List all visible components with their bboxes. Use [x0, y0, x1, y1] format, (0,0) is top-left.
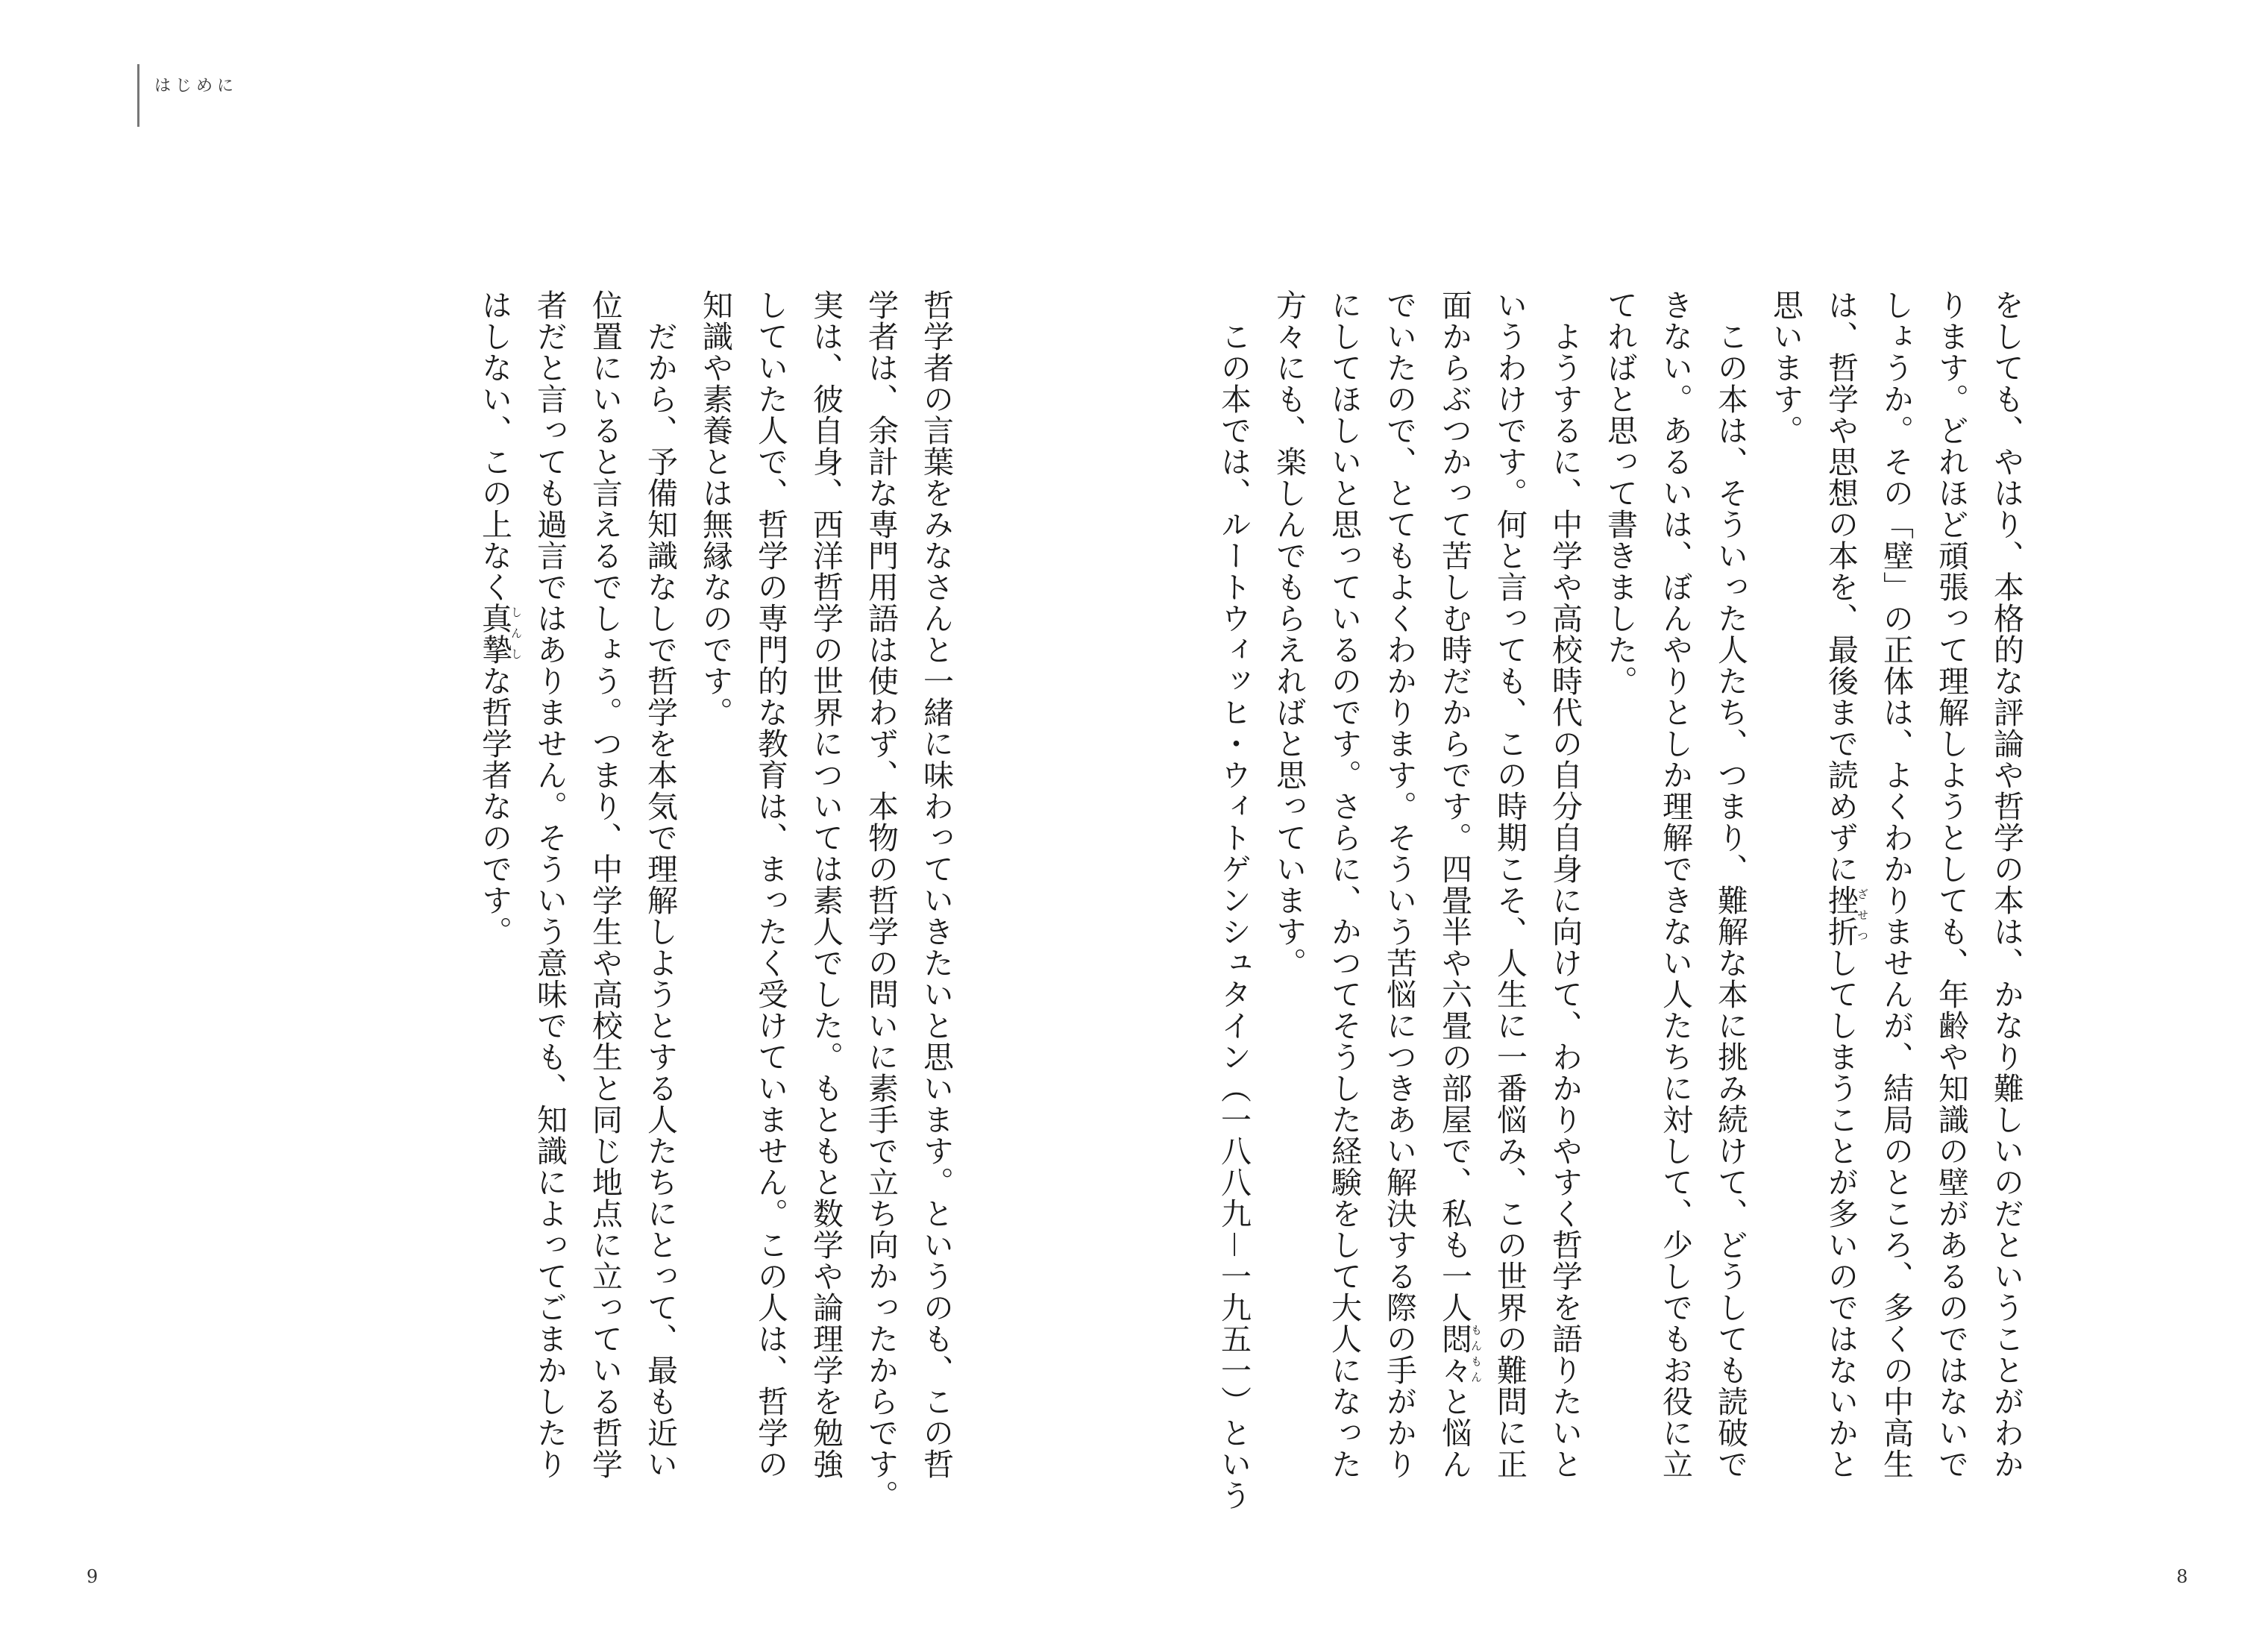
text-column: だから、予備知識なしで哲学を本気で理解しようとする人たちにとって、最も近い	[642, 289, 678, 1480]
text-column: この本は、そういった人たち、つまり、難解な本に挑み続けて、どうしても読破で	[1712, 289, 1748, 1480]
text-column: ようするに、中学や高校時代の自分自身に向けて、わかりやすく哲学を語りたいと	[1547, 289, 1583, 1480]
text-column-with-ruby	[1427, 289, 1482, 1490]
text-column: いうわけです。何と言っても、この時期こそ、人生に一番悩み、この世界の難問に正	[1492, 289, 1528, 1480]
ruby-word	[477, 603, 523, 665]
text-segment: は、哲学や思想の本を、最後まで読めずに	[1823, 289, 1859, 885]
ruby-word	[1823, 885, 1869, 947]
text-segment: してしまうことが多いのではないかと	[1823, 947, 1859, 1480]
ruby-reading: ざせつ	[1856, 885, 1869, 947]
right-page-body	[1206, 289, 2034, 1511]
page-number-right: 8	[2176, 1566, 2188, 1587]
text-column: でいたので、とてもよくわかります。そういう苦悩につきあい解決する際の手がかり	[1381, 289, 1417, 1480]
text-segment: 面からぶつかって苦しむ時だからです。四畳半や六畳の部屋で、私も一人	[1437, 289, 1472, 1323]
text-column: 思います。	[1768, 289, 1803, 446]
chapter-header: はじめに	[154, 77, 239, 95]
text-column: 哲学者の言葉をみなさんと一緒に味わっていきたいと思います。というのも、この哲	[918, 289, 954, 1480]
text-column: 知識や素養とは無縁なのです。	[697, 289, 733, 728]
text-column: にしてほしいと思っているのです。さらに、かつてそうした経験をして大人になった	[1326, 289, 1362, 1480]
ruby-base: 挫折	[1823, 885, 1859, 947]
text-column: 学者は、余計な専門用語は使わず、本物の哲学の問いに素手で立ち向かったからです。	[863, 289, 899, 1511]
ruby-base: 悶々	[1437, 1323, 1472, 1386]
text-segment: はしない、この上なく	[477, 289, 512, 603]
ruby-reading: しんし	[509, 603, 523, 665]
ruby-base: 真摯	[477, 603, 512, 665]
text-column: 者だと言っても過言ではありません。そういう意味でも、知識によってごまかしたり	[532, 289, 568, 1480]
text-column: をしても、やはり、本格的な評論や哲学の本は、かなり難しいのだということがわか	[1988, 289, 2024, 1480]
text-column: しょうか。その「壁」の正体は、よくわかりませんが、結局のところ、多くの中高生	[1878, 289, 1914, 1480]
text-column-with-ruby	[1813, 289, 1868, 1490]
text-column: きない。あるいは、ぼんやりとしか理解できない人たちに対して、少しでもお役に立	[1657, 289, 1693, 1480]
text-column: 位置にいると言えるでしょう。つまり、中学生や高校生と同じ地点に立っている哲学	[587, 289, 623, 1480]
left-page-body	[467, 289, 964, 1511]
text-column: 方々にも、楽しんでもらえればと思っています。	[1271, 289, 1307, 979]
page-number-left: 9	[87, 1566, 98, 1587]
text-column-with-ruby	[467, 289, 522, 1490]
text-segment: と悩ん	[1437, 1386, 1472, 1480]
text-column: この本では、ルートウィッヒ・ウィトゲンシュタイン（一八八九－一九五一）という	[1216, 289, 1252, 1511]
text-column: てればと思って書きました。	[1602, 289, 1638, 697]
header-rule	[137, 64, 139, 127]
text-column: していた人で、哲学の専門的な教育は、まったく受けていません。この人は、哲学の	[753, 289, 788, 1480]
text-column: 実は、彼自身、西洋哲学の世界については素人でした。もともと数学や論理学を勉強	[808, 289, 844, 1480]
ruby-word	[1437, 1323, 1483, 1386]
ruby-reading: もんもん	[1469, 1323, 1483, 1386]
text-segment: な哲学者なのです。	[477, 665, 512, 947]
text-column: ります。どれほど頑張って理解しようとしても、年齢や知識の壁があるのではないで	[1933, 289, 1969, 1480]
